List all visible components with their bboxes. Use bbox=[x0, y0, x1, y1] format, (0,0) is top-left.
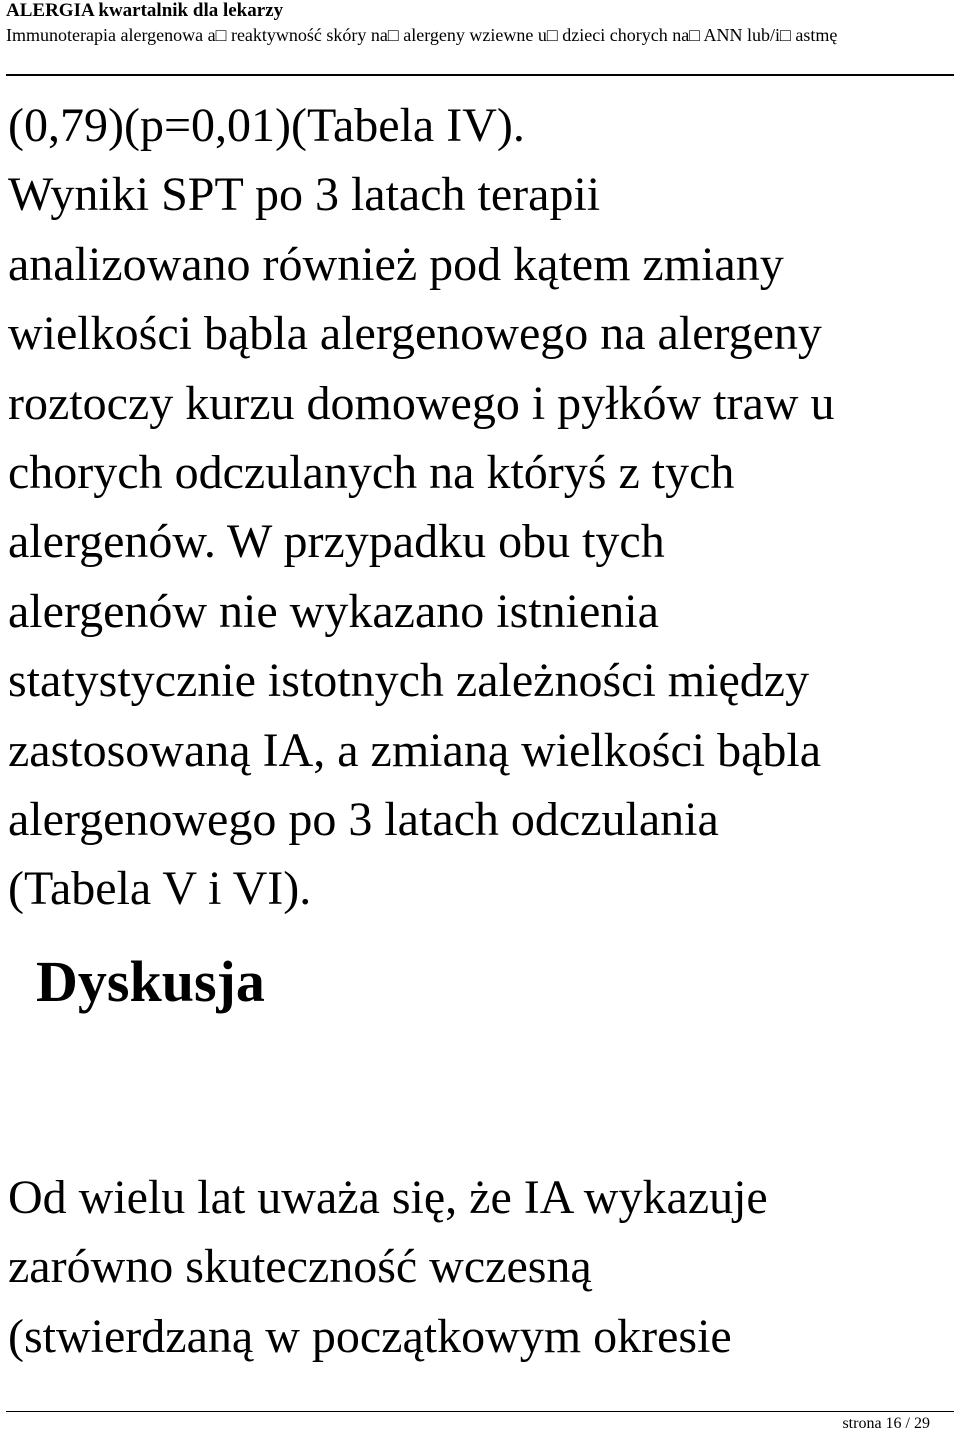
footer-divider bbox=[6, 1411, 954, 1412]
section-heading-discussion: Dyskusja bbox=[36, 949, 265, 1014]
journal-title: ALERGIA kwartalnik dla lekarzy bbox=[6, 0, 284, 21]
paragraph-results bbox=[8, 91, 958, 924]
page-number: strona 16 / 29 bbox=[842, 1415, 930, 1432]
paragraph-text bbox=[8, 91, 958, 924]
text-line: chorych odczulanych na któryś z tych bbox=[8, 446, 735, 500]
text-line: (stwierdzaną w początkowym okresie bbox=[8, 1309, 732, 1363]
text-line: zastosowaną IA, a zmianą wielkości bąbla bbox=[8, 723, 822, 777]
text-line: zarówno skuteczność wczesną bbox=[8, 1240, 592, 1294]
text-line: alergenów nie wykazano istnienia bbox=[8, 584, 659, 638]
text-line: (0,79)(p=0,01)(Tabela IV). bbox=[8, 99, 525, 152]
paragraph-text bbox=[8, 1163, 958, 1371]
article-title: Immunoterapia alergenowa a□ reaktywność skóry na□ alergeny wziewne u□ dzieci chorych na□ ANN lub/i□ astmę bbox=[6, 25, 838, 45]
header-divider bbox=[6, 74, 954, 76]
text-line: wielkości bąbla alergenowego na alergeny bbox=[8, 307, 822, 361]
text-line: statystycznie istotnych zależności między bbox=[8, 654, 810, 708]
text-line: alergenowego po 3 latach odczulania bbox=[8, 793, 719, 847]
text-line: Od wielu lat uważa się, że IA wykazuje bbox=[8, 1171, 768, 1224]
text-line: (Tabela V i VI). bbox=[8, 862, 312, 916]
text-line: analizowano również pod kątem zmiany bbox=[8, 237, 784, 291]
text-line: roztoczy kurzu domowego i pyłków traw u bbox=[8, 376, 835, 430]
page-header bbox=[6, 0, 954, 46]
text-line: Wyniki SPT po 3 latach terapii bbox=[8, 168, 601, 222]
paragraph-discussion bbox=[8, 1163, 958, 1371]
text-line: alergenów. W przypadku obu tych bbox=[8, 515, 665, 569]
